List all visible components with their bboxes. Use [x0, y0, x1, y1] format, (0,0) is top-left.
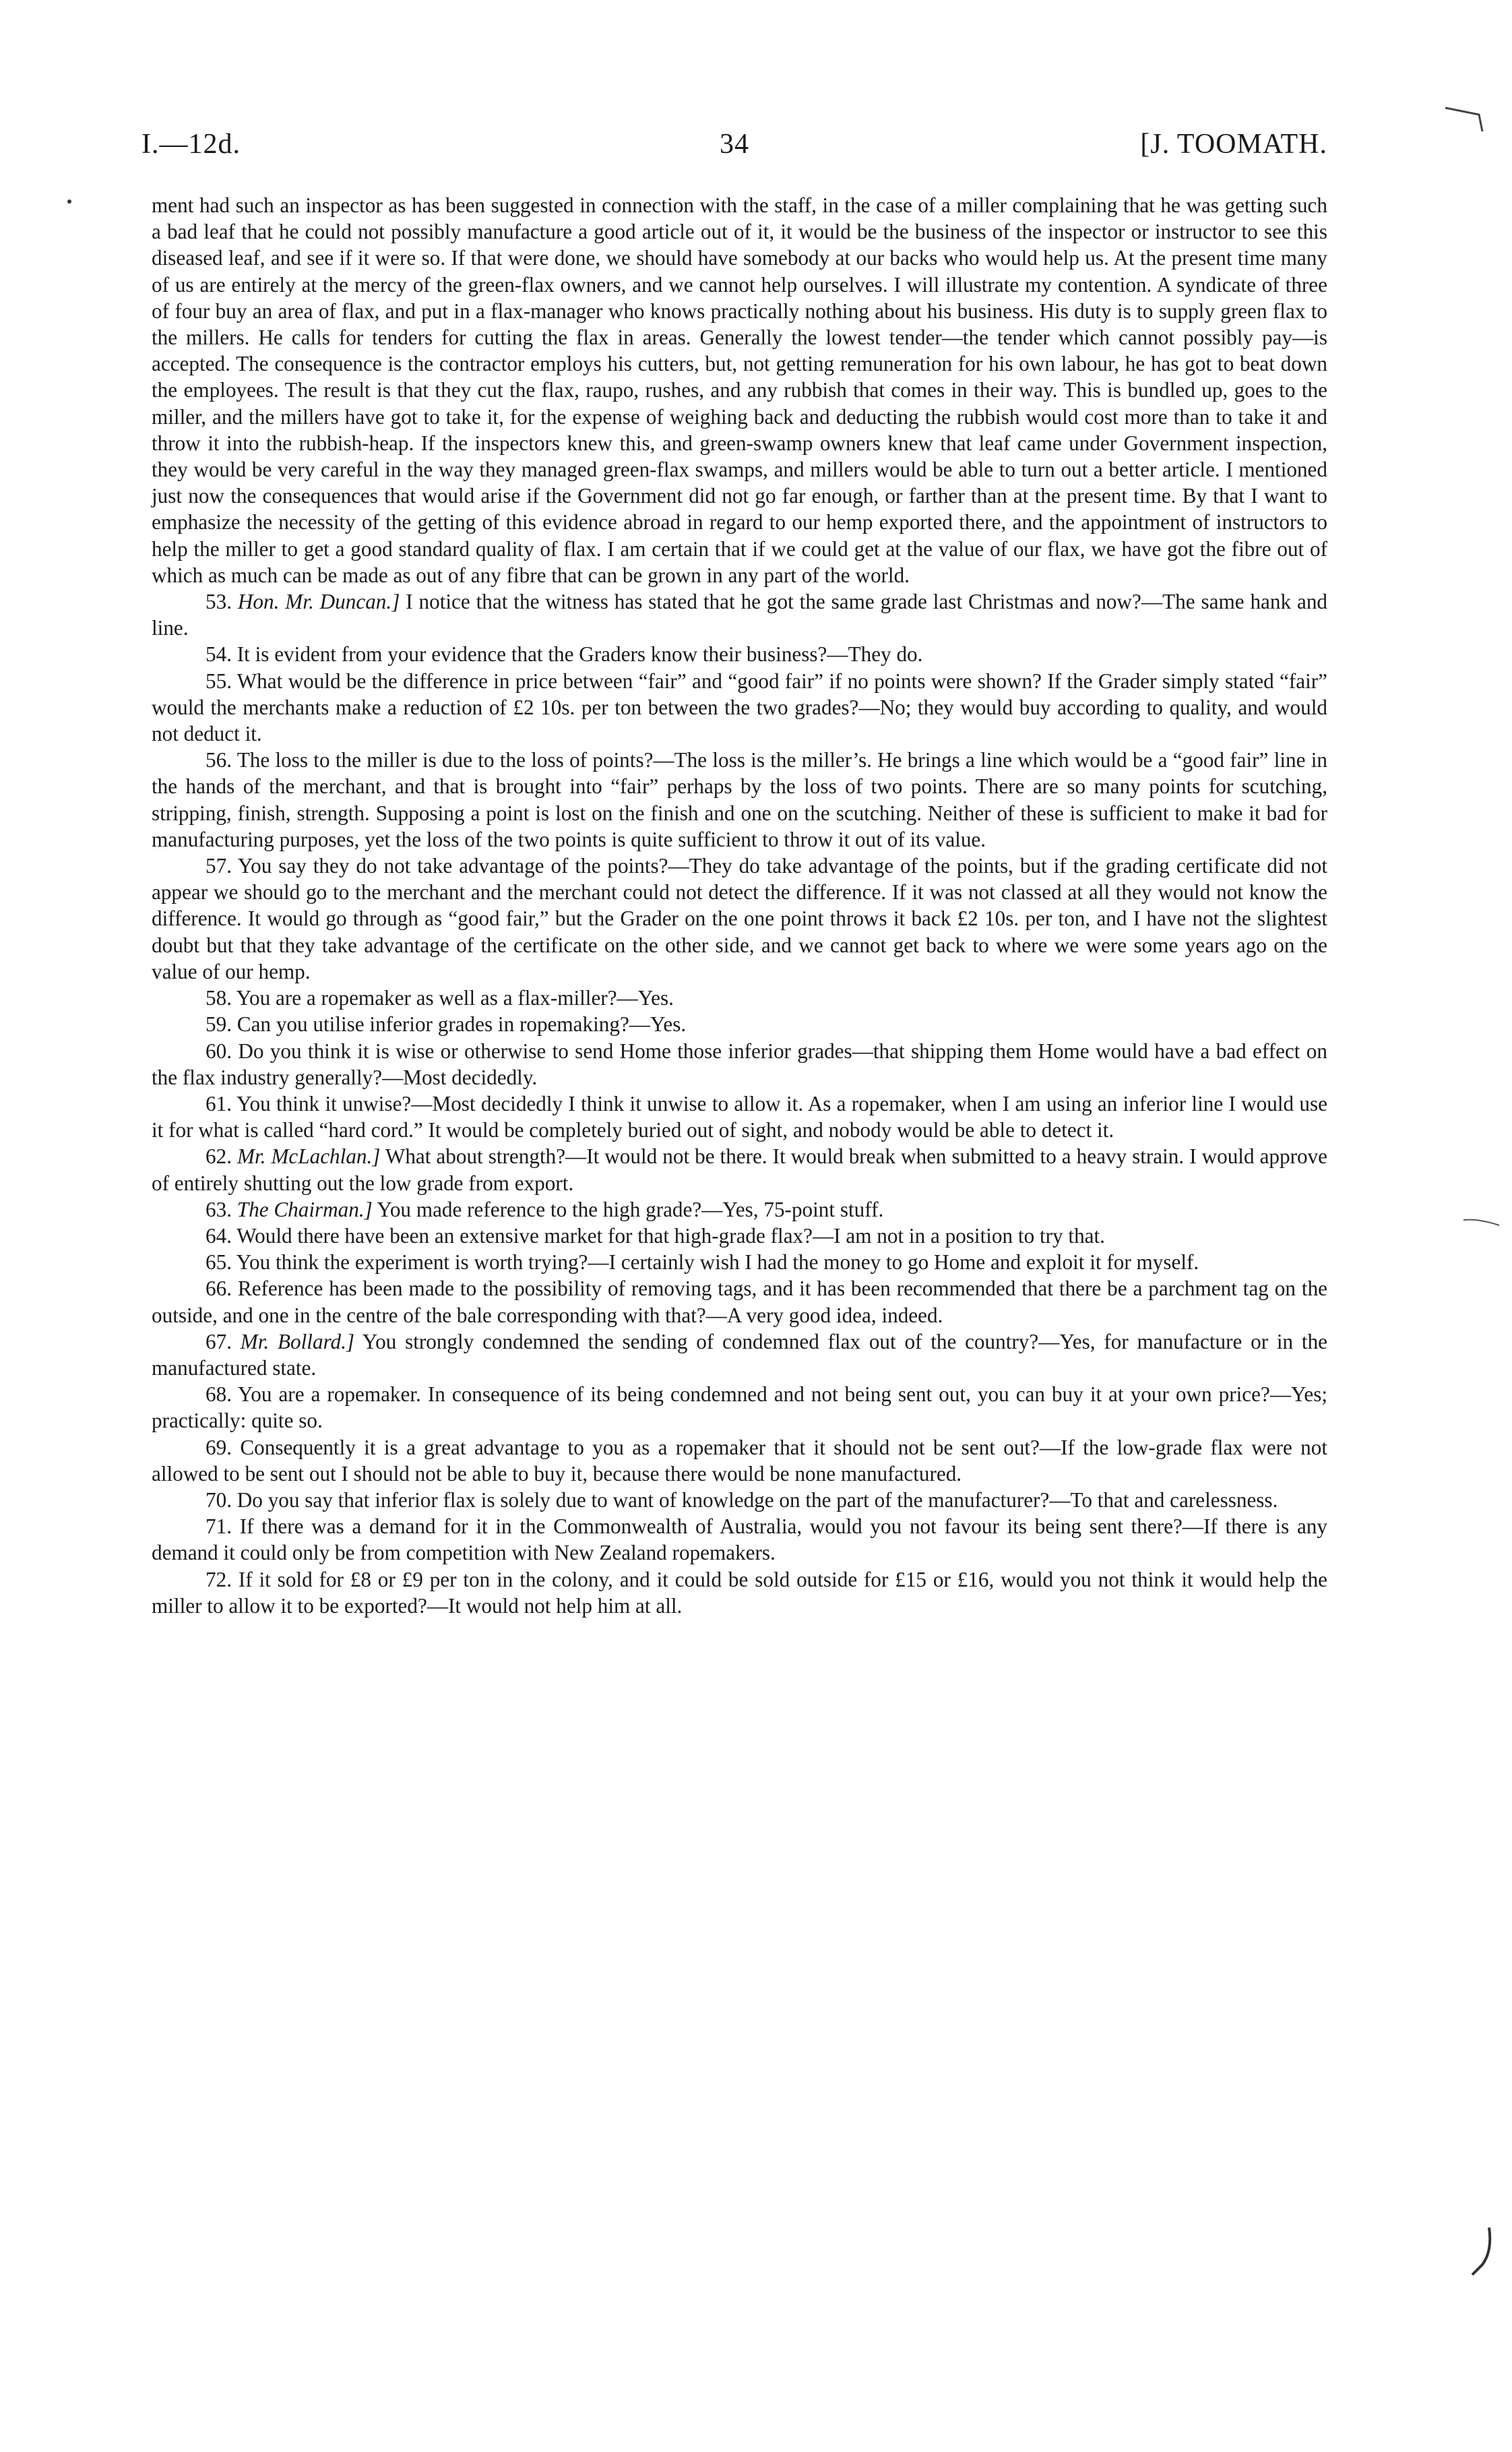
- question-text: The loss to the miller is due to the loss of points?—The loss is the miller’s. He brings a line which would be a “good fair” line in the hands of the merchant, and that is brought into “fair” perhaps by the loss of two points. There are so many points for scutching, stripping, finish, strength. Supposing a point is lost on the finish and one on the scutching. Neither of these is sufficient to make it bad for manufacturing purposes, yet the loss of the two points is quite sufficient to throw it out of its value.: [152, 748, 1327, 851]
- question-text: You made reference to the high grade?—Yes, 75-point stuff.: [372, 1197, 884, 1221]
- question-text: If there was a demand for it in the Commonwealth of Australia, would you not favour its being sent there?—If there is any demand it could only be from competition with New Zealand ropemakers.: [152, 1514, 1327, 1565]
- question-paragraph: [152, 1566, 1327, 1619]
- question-paragraph: [152, 1196, 1327, 1223]
- question-text: What would be the difference in price between “fair” and “good fair” if no points were shown? If the Grader simply stated “fair” would the merchants make a reduction of £2 10s. per ton between the two grades?—No; they would buy according to quality, and would not deduct it.: [152, 669, 1327, 746]
- corner-scan-mark: [1442, 94, 1496, 142]
- question-number: 66.: [206, 1277, 238, 1301]
- question-paragraph: [152, 1381, 1327, 1434]
- question-paragraph: [152, 1038, 1327, 1091]
- question-paragraph: [152, 1275, 1327, 1328]
- question-text: If it sold for £8 or £9 per ton in the colony, and it could be sold outside for £15 or £16, would you not think it would help the miller to allow it to be exported?—It would not help him at all.: [152, 1567, 1327, 1618]
- page-header: [141, 128, 1327, 168]
- page-number: 34: [720, 129, 749, 160]
- question-paragraph: [152, 641, 1327, 667]
- question-text: You think it unwise?—Most decidedly I think it unwise to allow it. As a ropemaker, when I am using an inferior line I would use it for what is called “hard cord.” It would be completely buried out of sight, and nobody would be able to detect it.: [152, 1091, 1328, 1142]
- question-number: 58.: [206, 986, 237, 1010]
- bottom-scan-mark: [1469, 2224, 1503, 2285]
- question-number: 60.: [206, 1039, 239, 1063]
- question-number: 69.: [206, 1435, 241, 1459]
- speaker-name: Mr. Bollard.]: [240, 1329, 355, 1353]
- question-paragraph: [152, 985, 1327, 1011]
- question-list: [152, 588, 1327, 1619]
- question-paragraph: [152, 588, 1327, 641]
- question-number: 61.: [206, 1091, 237, 1115]
- question-text: I notice that the witness has stated that he got the same grade last Christmas and now?—The same hank and line.: [152, 590, 1328, 640]
- question-number: 72.: [206, 1567, 239, 1591]
- question-number: 53.: [206, 590, 238, 614]
- margin-dash-mark: [1462, 1213, 1503, 1233]
- question-text: You think the experiment is worth trying?—I certainly wish I had the money to go Home and exploit it for myself.: [236, 1250, 1199, 1275]
- question-text: Do you think it is wise or otherwise to send Home those inferior grades—that shipping them Home would have a bad effect on the flax industry generally?—Most decidedly.: [152, 1039, 1327, 1089]
- question-number: 62.: [206, 1144, 237, 1169]
- question-number: 57.: [206, 854, 238, 878]
- question-text: It is evident from your evidence that the Graders know their business?—They do.: [237, 642, 923, 667]
- question-number: 70.: [206, 1488, 237, 1512]
- question-number: 63.: [206, 1197, 237, 1221]
- paper-reference: I.—12d.: [141, 129, 241, 160]
- question-text: You strongly condemned the sending of condemned flax out of the country?—Yes, for manufacture or in the manufactured state.: [152, 1329, 1327, 1380]
- question-text: What about strength?—It would not be there. It would break when submitted to a heavy strain. I would approve of entirely shutting out the low grade from export.: [152, 1144, 1328, 1195]
- evidence-body: [152, 192, 1327, 1619]
- bullet-dot: [67, 200, 71, 204]
- speaker-name: Hon. Mr. Duncan.]: [237, 590, 400, 614]
- question-number: 54.: [206, 642, 237, 667]
- speaker-name: Mr. McLachlan.]: [237, 1144, 381, 1169]
- question-paragraph: [152, 1487, 1327, 1513]
- question-paragraph: [152, 1249, 1327, 1275]
- question-text: Would there have been an extensive market for that high-grade flax?—I am not in a position to try that.: [237, 1223, 1105, 1248]
- question-paragraph: [152, 853, 1327, 985]
- question-number: 56.: [206, 748, 237, 772]
- question-text: You are a ropemaker. In consequence of its being condemned and not being sent out, you can buy it at your own price?—Yes; practically: quite so.: [152, 1382, 1328, 1433]
- question-paragraph: [152, 1434, 1327, 1487]
- question-text: Reference has been made to the possibility of removing tags, and it has been recommended that there be a parchment tag on the outside, and one in the centre of the bale corresponding with that?—A very good idea, indeed.: [152, 1277, 1328, 1327]
- question-paragraph: [152, 1223, 1327, 1249]
- question-text: Consequently it is a great advantage to you as a ropemaker that it should not be sent out?—If the low-grade flax were not allowed to be sent out I should not be able to buy it, because there would be none manufactured.: [152, 1435, 1328, 1485]
- question-number: 67.: [206, 1329, 241, 1353]
- question-text: You are a ropemaker as well as a flax-miller?—Yes.: [236, 986, 674, 1010]
- question-paragraph: [152, 1011, 1327, 1037]
- question-paragraph: [152, 1513, 1327, 1566]
- question-number: 64.: [206, 1223, 237, 1248]
- question-text: Do you say that inferior flax is solely due to want of knowledge on the part of the manufacturer?—To that and carelessness.: [237, 1488, 1278, 1512]
- question-number: 68.: [206, 1382, 238, 1407]
- question-number: 59.: [206, 1012, 237, 1037]
- question-number: 55.: [206, 669, 237, 693]
- question-text: Can you utilise inferior grades in ropemaking?—Yes.: [237, 1012, 687, 1037]
- question-paragraph: [152, 1091, 1327, 1143]
- speaker-name: The Chairman.]: [237, 1197, 373, 1221]
- question-number: 71.: [206, 1514, 240, 1539]
- question-paragraph: [152, 668, 1327, 747]
- witness-name: [J. TOOMATH.: [1140, 129, 1327, 160]
- continuation-paragraph: ment had such an inspector as has been suggested in connection with the staff, in the case of a miller complaining that he was getting such a bad leaf that he could not possibly manufacture a good article out of it, it would be the business of the inspector or instructor to see this diseased leaf, and see if it were so. If that were done, we should have somebody at our backs who would help us. At the present time many of us are entirely at the mercy of the green-flax owners, and we cannot help ourselves. I will illustrate my contention. A syndicate of three of four buy an area of flax, and put in a flax-manager who knows practically nothing about his business. His duty is to supply green flax to the millers. He calls for tenders for cutting the flax in areas. Generally the lowest tender—the tender which cannot possibly pay—is accepted. The consequence is the contractor employs his cutters, but, not getting remuneration for his own labour, he has got to beat down the employees. The result is that they cut the flax, raupo, rushes, and any rubbish that comes in their way. This is bundled up, goes to the miller, and the millers have got to take it, for the expense of weighing back and deducting the rubbish would cost more than to take it and throw it into the rubbish-heap. If the inspectors knew this, and green-swamp owners knew that leaf came under Government inspection, they would be very careful in the way they managed green-flax swamps, and millers would be able to turn out a better article. I mentioned just now the consequences that would arise if the Government did not go far enough, or farther than at the present time. By that I want to emphasize the necessity of the getting of this evidence abroad in regard to our hemp exported there, and the appointment of instructors to help the miller to get a good standard quality of flax. I am certain that if we could get at the value of our flax, we have got the fibre out of which as much can be made as out of any fibre that can be grown in any part of the world.: [152, 193, 1327, 587]
- question-paragraph: [152, 747, 1327, 853]
- question-number: 65.: [206, 1250, 237, 1275]
- question-paragraph: [152, 1328, 1327, 1381]
- question-text: You say they do not take advantage of the points?—They do take advantage of the points, but if the grading certificate did not appear we should go to the merchant and the merchant could not detect the difference. If it was not classed at all they would not know the difference. It would go through as “good fair,” but the Grader on the one point throws it back £2 10s. per ton, and I have not the slightest doubt but that they take advantage of the certificate on the other side, and we cannot get back to where we were some years ago on the value of our hemp.: [152, 854, 1327, 983]
- question-paragraph: [152, 1143, 1327, 1196]
